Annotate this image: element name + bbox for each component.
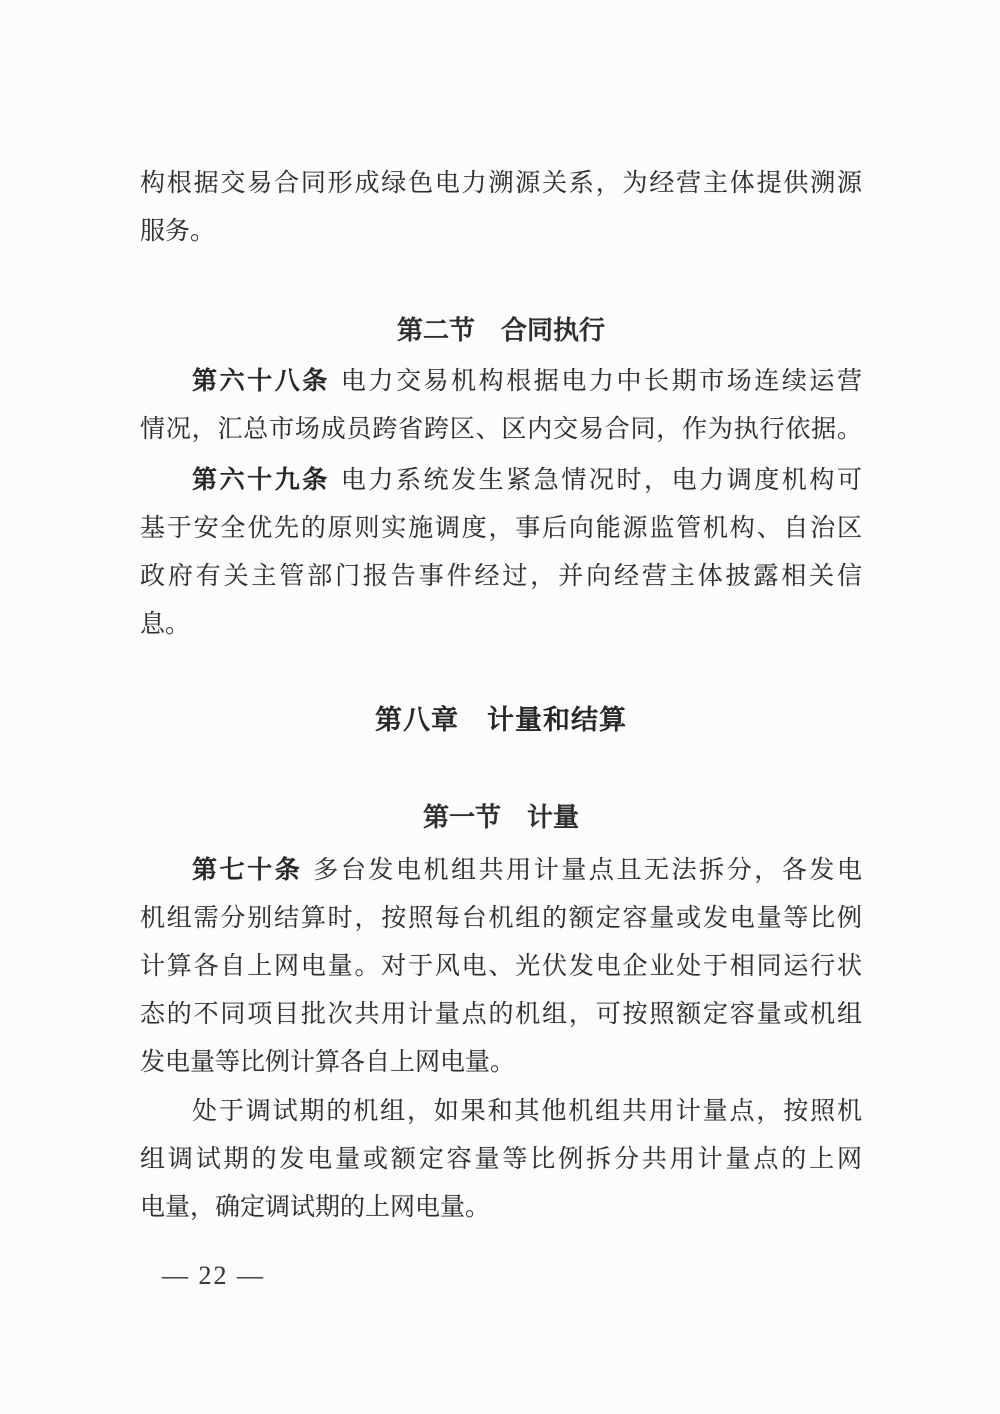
paragraph-commissioning-period [140, 1088, 862, 1232]
text-line: 息。 [140, 611, 191, 638]
article-68 [140, 358, 862, 454]
article-text: 电力交易机构根据电力中长期市场连续运营 [340, 368, 862, 395]
article-number: 第七十条 [192, 857, 303, 884]
text-line: 组调试期的发电量或额定容量等比例拆分共用计量点的上网 [140, 1146, 862, 1173]
text-line: 基于安全优先的原则实施调度，事后向能源监管机构、自治区 [140, 515, 862, 542]
article-70 [140, 847, 862, 1087]
text-line [140, 358, 862, 406]
paragraph-green-power-tracing [140, 160, 862, 256]
text-line [140, 847, 862, 895]
chapter-heading-metering-settlement [140, 696, 862, 744]
text-line: 机组需分别结算时，按照每台机组的额定容量或发电量等比例 [140, 905, 862, 932]
text-line: 情况，汇总市场成员跨省跨区、区内交易合同，作为执行依据。 [140, 416, 862, 443]
text-line: 计算各自上网电量。对于风电、光伏发电企业处于相同运行状 [140, 953, 862, 980]
text-line [140, 457, 862, 505]
text-line: 发电量等比例计算各自上网电量。 [140, 1049, 516, 1076]
section-heading-contract-execution [140, 307, 862, 355]
text-line: 服务。 [140, 218, 216, 245]
article-number: 第六十八条 [192, 368, 330, 395]
section-title: 第二节 合同执行 [396, 316, 605, 345]
text-line: 处于调试期的机组，如果和其他机组共用计量点，按照机 [192, 1098, 862, 1125]
article-number: 第六十九条 [192, 467, 330, 494]
chapter-title: 第八章 计量和结算 [375, 705, 627, 735]
text-line: 政府有关主管部门报告事件经过，并向经营主体披露相关信 [140, 563, 862, 590]
section-title: 第一节 计量 [422, 803, 579, 832]
text-line: 态的不同项目批次共用计量点的机组，可按照额定容量或机组 [140, 1001, 862, 1028]
text-line: 构根据交易合同形成绿色电力溯源关系，为经营主体提供溯源 [140, 170, 862, 197]
article-69 [140, 457, 862, 649]
page-number: — 22 — [162, 1261, 265, 1290]
text-line: 电量，确定调试期的上网电量。 [140, 1194, 491, 1221]
article-text: 电力系统发生紧急情况时，电力调度机构可 [340, 467, 862, 494]
section-heading-metering [140, 794, 862, 842]
article-text: 多台发电机组共用计量点且无法拆分，各发电 [313, 857, 862, 884]
